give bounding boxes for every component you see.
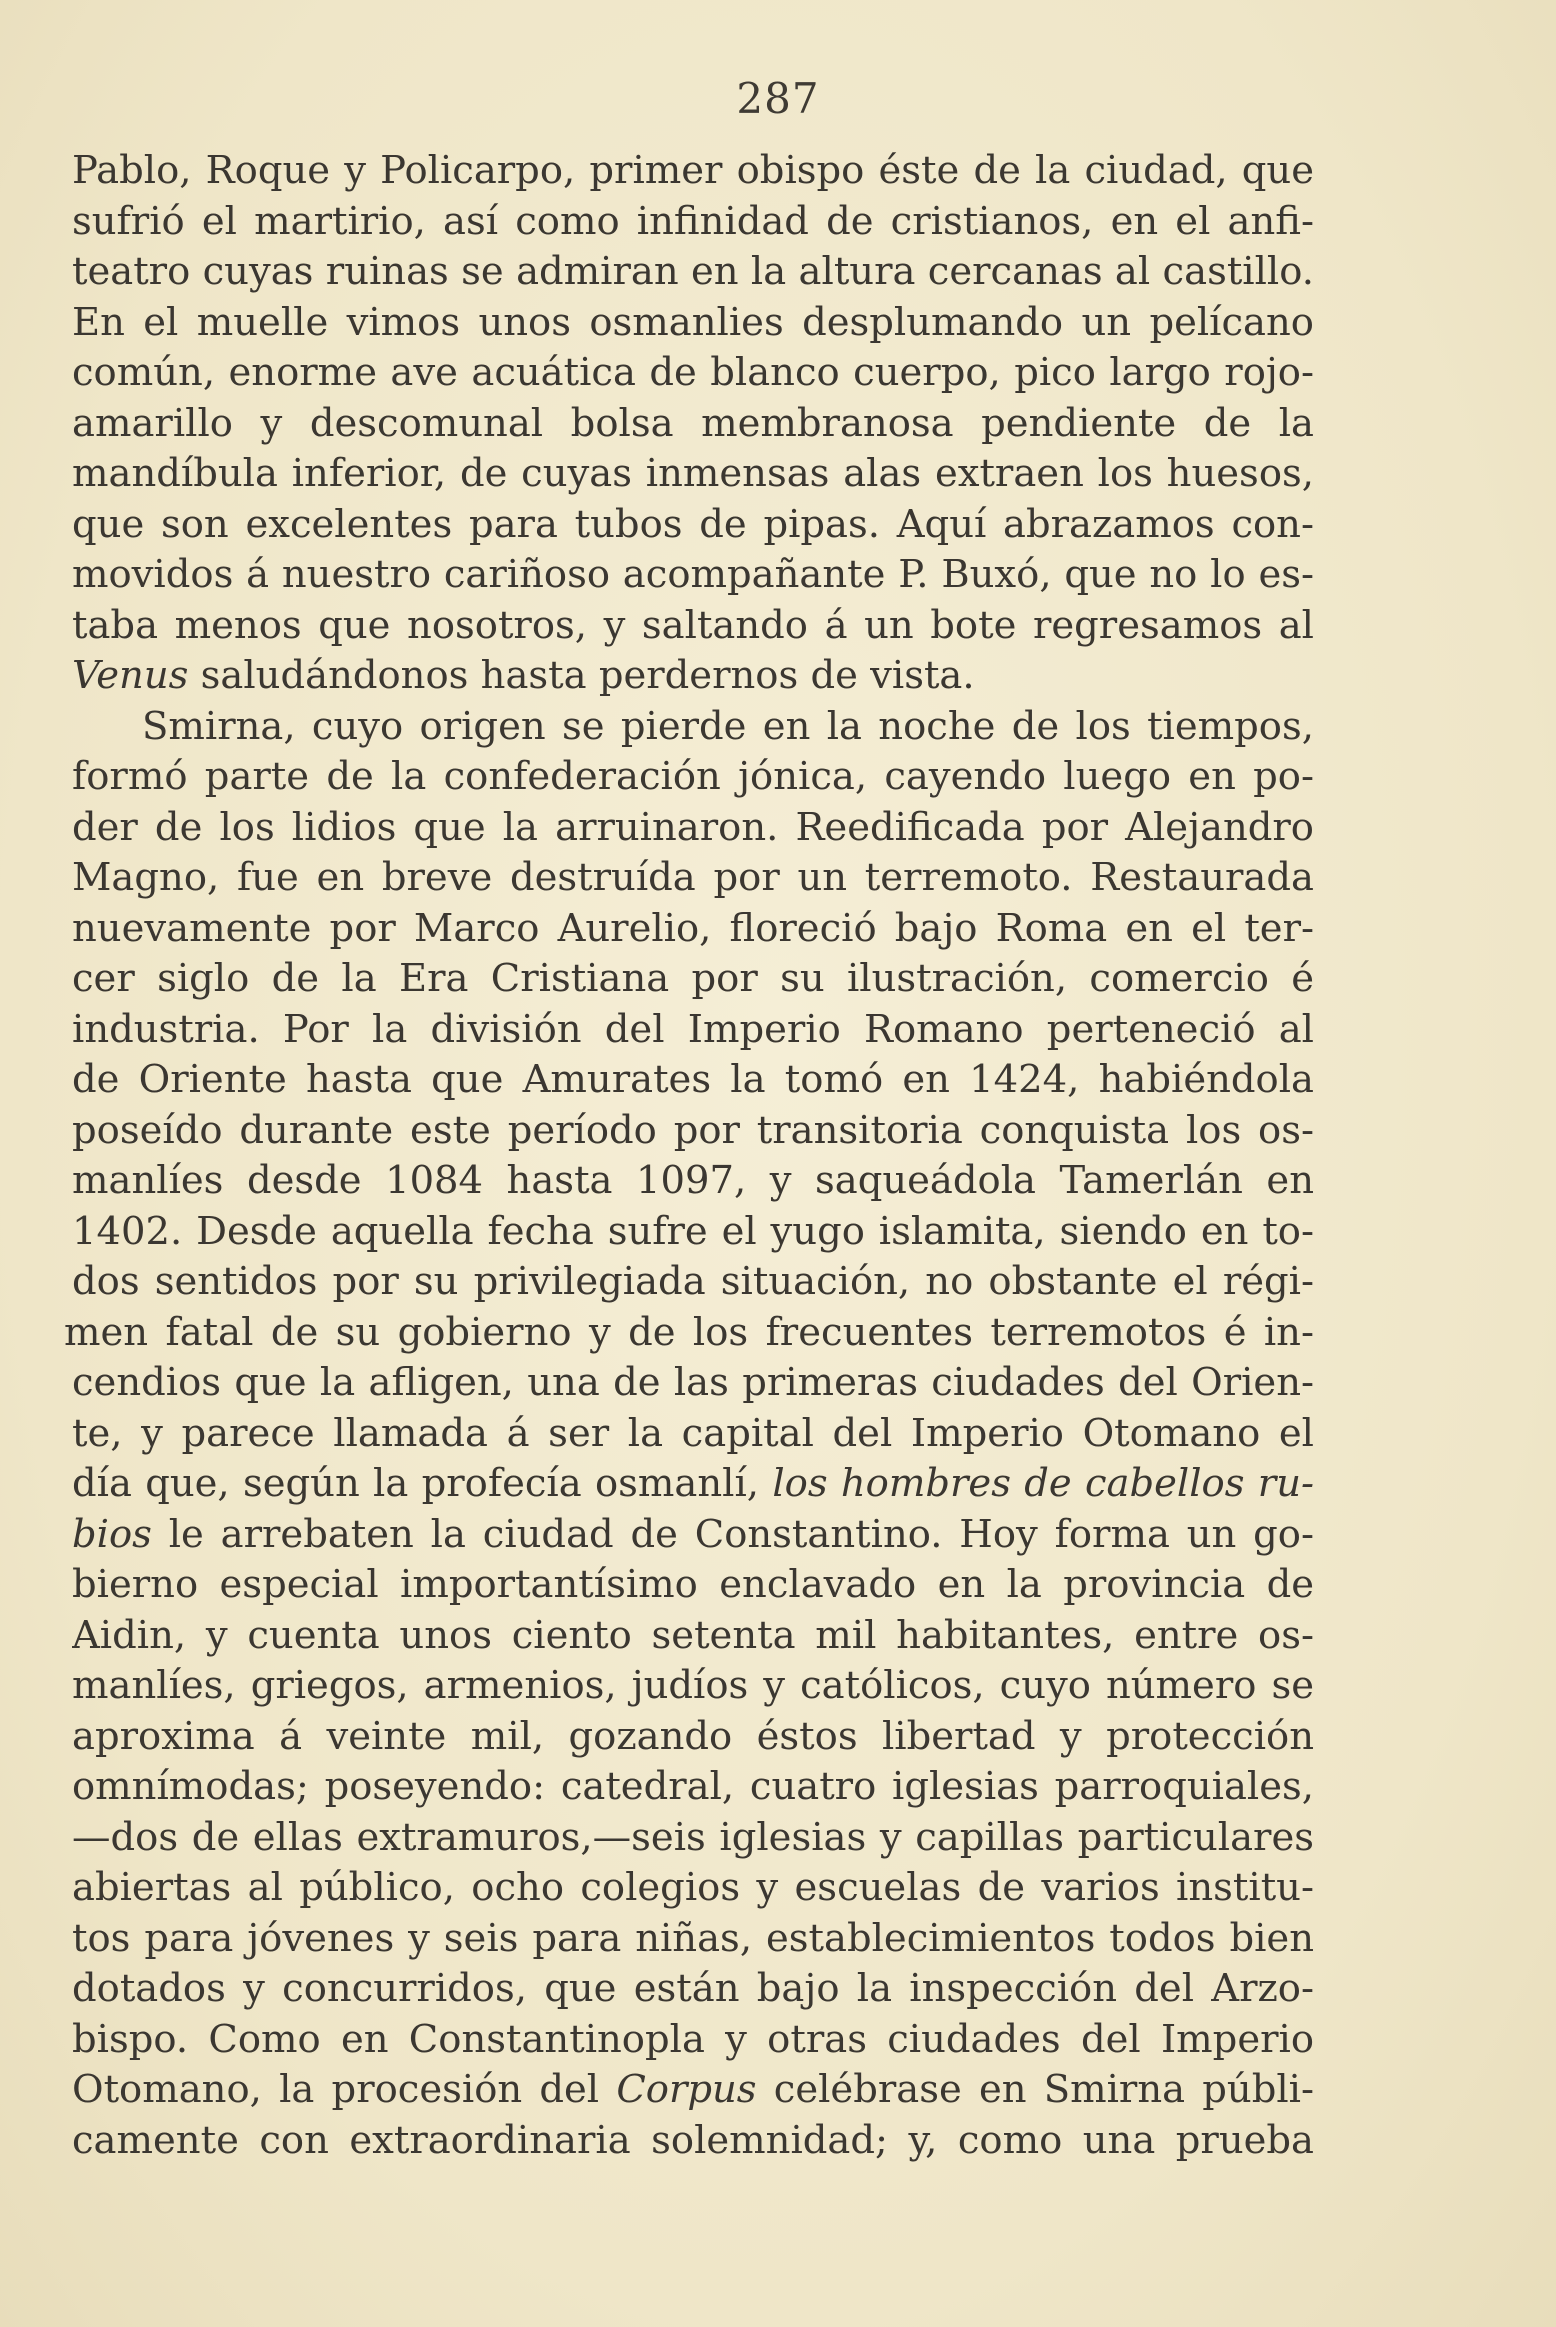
text-line: poseído durante este período por transitoria conquista los os- bbox=[72, 1107, 1314, 1153]
text-line: común, enorme ave acuática de blanco cuerpo, pico largo rojo- bbox=[72, 350, 1314, 395]
text-line: dos sentidos por su privilegiada situación, no obstante el régi- bbox=[72, 1259, 1314, 1304]
text-line: te, y parece llamada á ser la capital del Imperio Otomano el bbox=[72, 1410, 1314, 1456]
text-line: tos para jóvenes y seis para niñas, establecimientos todos bien bbox=[72, 1915, 1314, 1961]
text-line: formó parte de la confederación jónica, cayendo luego en po- bbox=[72, 754, 1314, 799]
text-line: Smirna, cuyo origen se pierde en la noche de los tiempos, bbox=[142, 703, 1314, 749]
text-line bbox=[72, 1459, 1314, 1510]
text-line: que son excelentes para tubos de pipas. Aquí abrazamos con- bbox=[72, 501, 1314, 547]
italic-phrase: los hombres de cabellos ru- bbox=[772, 1461, 1314, 1506]
italic-ship-name: Venus bbox=[72, 653, 189, 698]
text-line bbox=[72, 2065, 1314, 2116]
text-line bbox=[72, 1510, 1314, 1561]
text-line: taba menos que nosotros, y saltando á un bote regresamos al bbox=[72, 602, 1314, 648]
text-line: de Oriente hasta que Amurates la tomó en 1424, habiéndola bbox=[72, 1057, 1314, 1102]
body-text bbox=[64, 146, 1314, 2166]
text-line: 1402. Desde aquella fecha sufre el yugo islamita, siendo en to- bbox=[72, 1208, 1314, 1254]
text-segment: le arrebaten la ciudad de Constantino. Hoy forma un go- bbox=[151, 1511, 1314, 1557]
text-line: omnímodas; poseyendo: catedral, cuatro iglesias parroquiales, bbox=[72, 1764, 1314, 1809]
italic-phrase: bios bbox=[72, 1511, 152, 1557]
text-line: aproxima á veinte mil, gozando éstos libertad y protección bbox=[72, 1713, 1314, 1759]
text-line: men fatal de su gobierno y de los frecuentes terremotos é in- bbox=[64, 1309, 1314, 1355]
text-line: En el muelle vimos unos osmanlies desplumando un pelícano bbox=[72, 299, 1314, 345]
text-line: —dos de ellas extramuros,—seis iglesias y capillas particulares bbox=[72, 1814, 1314, 1860]
text-line: nuevamente por Marco Aurelio, floreció bajo Roma en el ter- bbox=[72, 905, 1314, 951]
text-line: Pablo, Roque y Policarpo, primer obispo éste de la ciudad, que bbox=[72, 148, 1314, 193]
text-segment: saludándonos hasta perdernos de vista. bbox=[188, 653, 975, 698]
text-line: abiertas al público, ocho colegios y escuelas de varios institu- bbox=[72, 1865, 1314, 1910]
text-line: cer siglo de la Era Cristiana por su ilustración, comercio é bbox=[72, 956, 1314, 1001]
text-segment: Otomano, la procesión del bbox=[72, 2067, 617, 2112]
text-line: movidos á nuestro cariñoso acompañante P. Buxó, que no lo es- bbox=[72, 552, 1314, 597]
text-line: manlíes, griegos, armenios, judíos y católicos, cuyo número se bbox=[72, 1663, 1314, 1708]
text-line: cendios que la afligen, una de las primeras ciudades del Orien- bbox=[72, 1360, 1314, 1405]
text-line: bispo. Como en Constantinopla y otras ciudades del Imperio bbox=[72, 2016, 1314, 2062]
text-line: sufrió el martirio, así como infinidad de cristianos, en el anfi- bbox=[72, 198, 1314, 244]
text-line: mandíbula inferior, de cuyas inmensas alas extraen los huesos, bbox=[72, 451, 1314, 496]
text-line: der de los lidios que la arruinaron. Reedificada por Alejandro bbox=[72, 804, 1314, 850]
text-segment: celébrase en Smirna públi- bbox=[756, 2067, 1314, 2112]
text-line: camente con extraordinaria solemnidad; y, como una prueba bbox=[72, 2117, 1314, 2163]
text-line: Aidin, y cuenta unos ciento setenta mil habitantes, entre os- bbox=[72, 1612, 1314, 1658]
text-line: teatro cuyas ruinas se admiran en la altura cercanas al castillo. bbox=[72, 249, 1314, 294]
text-line: Magno, fue en breve destruída por un terremoto. Restaurada bbox=[72, 855, 1314, 900]
text-line: manlíes desde 1084 hasta 1097, y saqueádola Tamerlán en bbox=[72, 1158, 1314, 1203]
text-line: industria. Por la división del Imperio Romano perteneció al bbox=[72, 1006, 1314, 1052]
italic-phrase: Corpus bbox=[616, 2067, 757, 2112]
page-number: 287 bbox=[736, 74, 820, 123]
text-line: amarillo y descomunal bolsa membranosa pendiente de la bbox=[72, 400, 1314, 446]
text-segment: día que, según la profecía osmanlí, bbox=[72, 1461, 773, 1506]
text-line: dotados y concurridos, que están bajo la inspección del Arzo- bbox=[72, 1966, 1314, 2011]
text-line: bierno especial importantísimo enclavado en la provincia de bbox=[72, 1562, 1314, 1607]
text-line bbox=[72, 651, 1314, 702]
